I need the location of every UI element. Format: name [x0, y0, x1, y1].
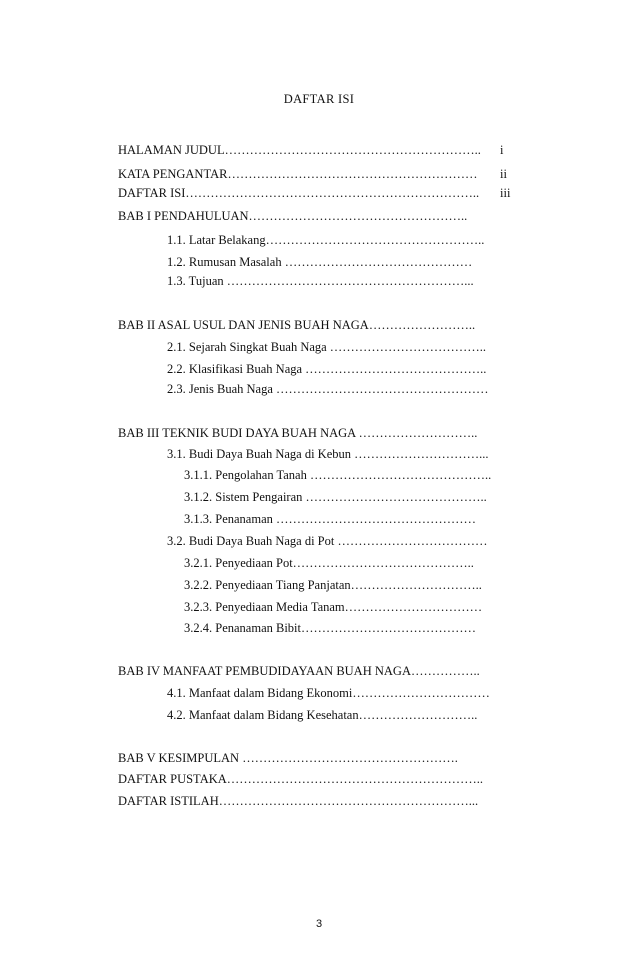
toc-entry-3-1: 3.1. Budi Daya Buah Naga di Kebun …………………………...: [167, 447, 489, 461]
toc-page-kata-pengantar: ii: [500, 167, 507, 181]
toc-entry-bab-1: BAB I PENDAHULUAN……………………………………………..: [118, 209, 468, 223]
page-title: DAFTAR ISI: [283, 92, 355, 106]
toc-entry-daftar-istilah: DAFTAR ISTILAH……………………………………………………...: [118, 794, 479, 808]
toc-page-halaman-judul: i: [500, 143, 504, 157]
toc-entry-3-1-2: 3.1.2. Sistem Pengairan ……………………………………..: [184, 490, 487, 504]
toc-entry-3-2-1: 3.2.1. Penyediaan Pot……………………………………..: [184, 556, 474, 570]
toc-entry-1-2: 1.2. Rumusan Masalah ………………………………………: [167, 255, 473, 269]
toc-entry-daftar-pustaka: DAFTAR PUSTAKA……………………………………………………..: [118, 772, 484, 786]
toc-entry-halaman-judul: HALAMAN JUDUL……………………………………………………..: [118, 143, 481, 157]
toc-entry-bab-2: BAB II ASAL USUL DAN JENIS BUAH NAGA……………………..: [118, 318, 476, 332]
toc-entry-3-1-3: 3.1.3. Penanaman …………………………………………: [184, 512, 476, 526]
toc-entry-2-3: 2.3. Jenis Buah Naga ……………………………………………: [167, 382, 489, 396]
page-number: 3: [315, 918, 323, 930]
toc-entry-4-1: 4.1. Manfaat dalam Bidang Ekonomi……………………………: [167, 686, 490, 700]
toc-entry-1-1: 1.1. Latar Belakang……………………………………………..: [167, 233, 485, 247]
toc-entry-bab-5: BAB V KESIMPULAN …………………………………………….: [118, 751, 458, 765]
toc-entry-3-2: 3.2. Budi Daya Buah Naga di Pot ………………………………: [167, 534, 488, 548]
toc-page-daftar-isi: iii: [500, 186, 511, 200]
toc-entry-1-3: 1.3. Tujuan …………………………………………………...: [167, 274, 474, 288]
toc-entry-kata-pengantar: KATA PENGANTAR……………………………………………………: [118, 167, 478, 181]
toc-entry-4-2: 4.2. Manfaat dalam Bidang Kesehatan………………………..: [167, 708, 478, 722]
toc-entry-3-2-3: 3.2.3. Penyediaan Media Tanam……………………………: [184, 600, 483, 614]
toc-entry-3-2-2: 3.2.2. Penyediaan Tiang Panjatan…………………………..: [184, 578, 482, 592]
toc-entry-daftar-isi: DAFTAR ISI……………………………………………………………..: [118, 186, 480, 200]
toc-entry-3-2-4: 3.2.4. Penanaman Bibit……………………………………: [184, 621, 476, 635]
toc-entry-3-1-1: 3.1.1. Pengolahan Tanah ……………………………………..: [184, 468, 492, 482]
toc-entry-bab-3: BAB III TEKNIK BUDI DAYA BUAH NAGA ………………………..: [118, 426, 478, 440]
toc-entry-bab-4: BAB IV MANFAAT PEMBUDIDAYAAN BUAH NAGA……………..: [118, 664, 480, 678]
toc-entry-2-2: 2.2. Klasifikasi Buah Naga ……………………………………..: [167, 362, 487, 376]
toc-entry-2-1: 2.1. Sejarah Singkat Buah Naga ………………………………..: [167, 340, 487, 354]
